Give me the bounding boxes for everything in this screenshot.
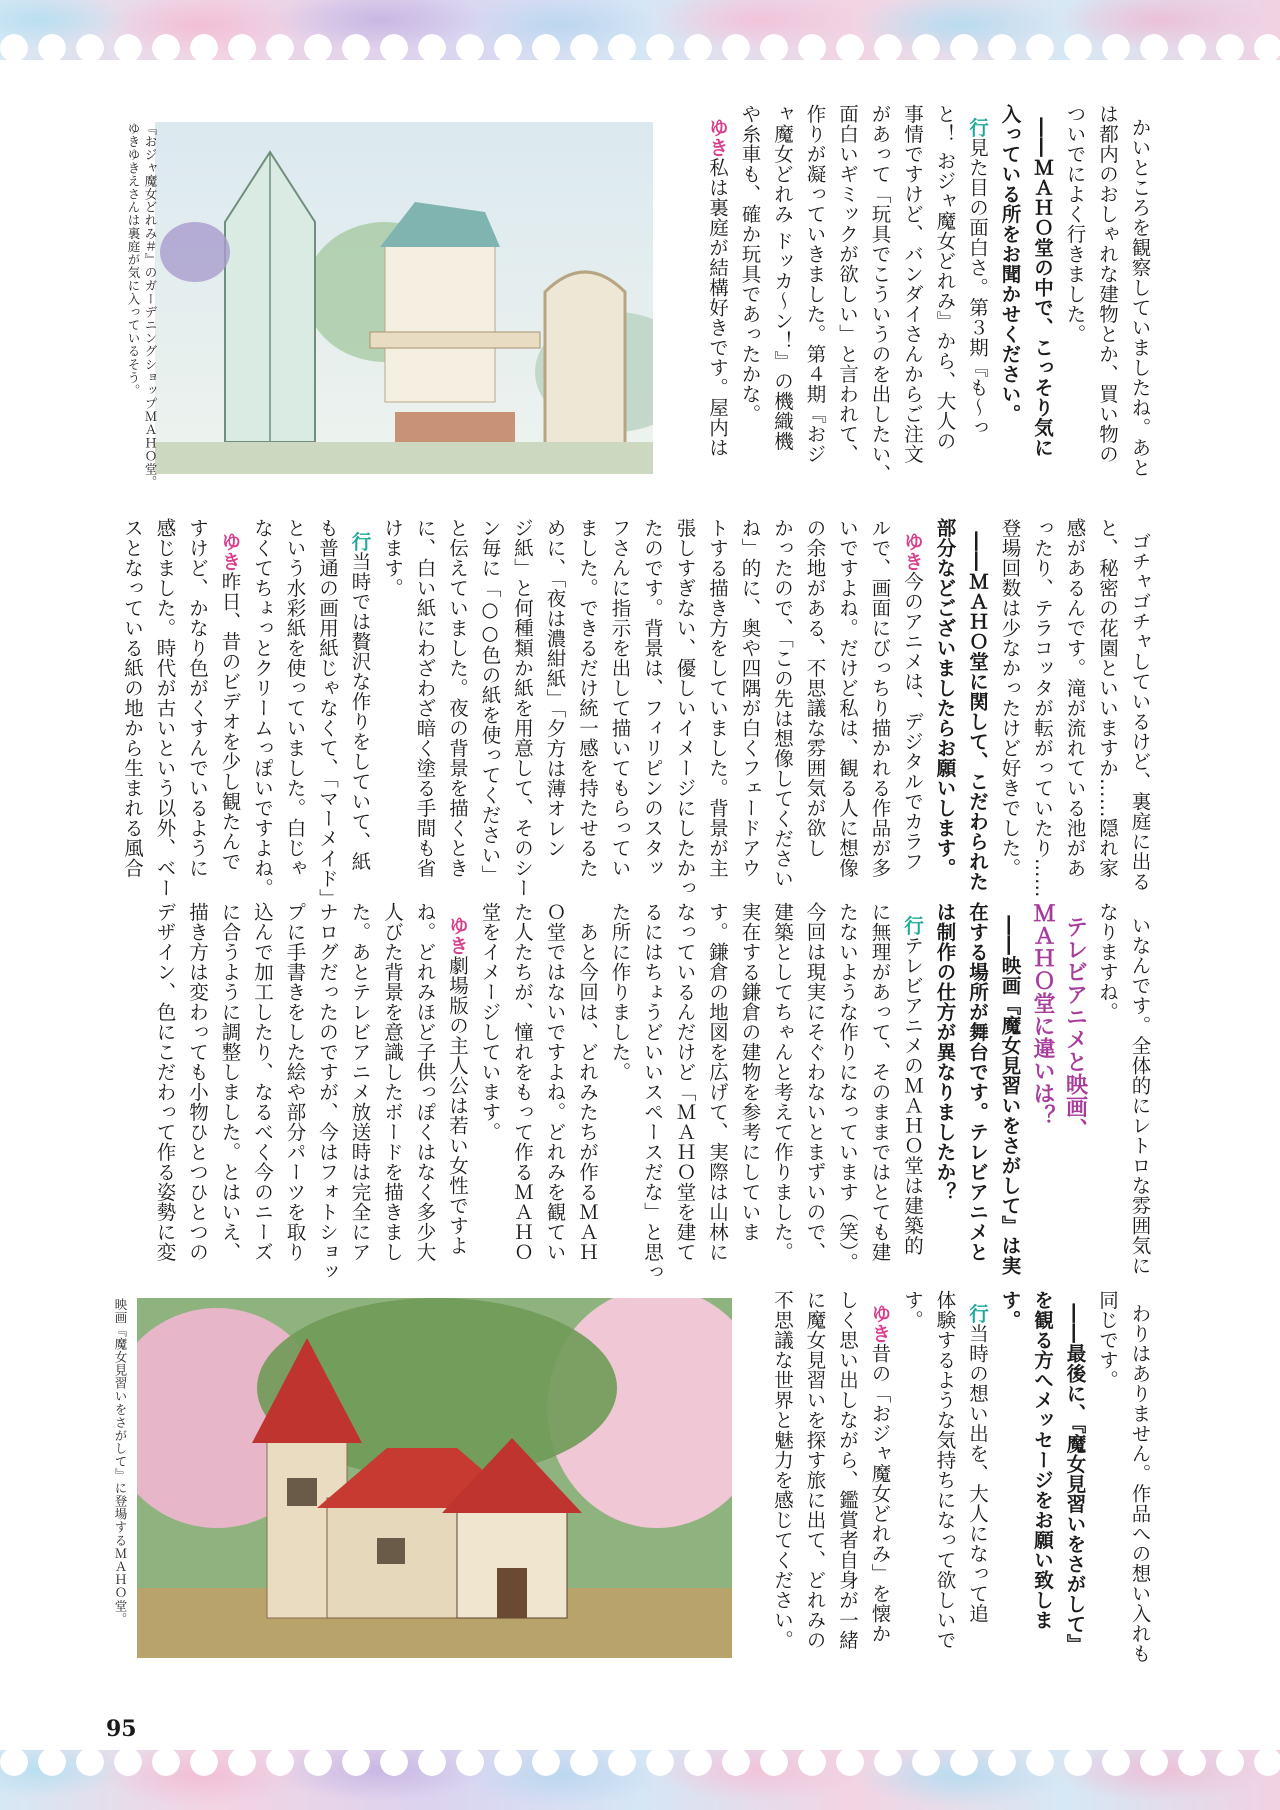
answer: 当時では贅沢な作りをしていて、紙 も普通の画用紙じゃなくて、「マーメイド」 という水彩紙を使っていました。白じゃ なくてちょっとクリームっぽいですよね。	[251, 518, 372, 909]
speaker-yuki: ゆき	[706, 117, 729, 158]
watercolor-bottom-border	[0, 1750, 1280, 1810]
answer: 当時の想い出を、大人になって追 体験するような気持ちになって欲しいで す。	[901, 1290, 989, 1650]
speaker-gyo: 行	[966, 1303, 989, 1324]
speaker-gyo: 行	[901, 915, 924, 936]
maho-movie-illustration	[137, 1298, 732, 1658]
answer: 私は裏庭が結構好きです。屋内は	[706, 157, 729, 458]
speaker-yuki: ゆき	[446, 915, 469, 956]
text-column-2	[116, 518, 1189, 909]
text-column-3	[148, 902, 1188, 1282]
answer: テレビアニメのＭＡＨＯ堂は建築的 に無理があって、そのままではとても建 たないような作りになっています（笑）。 今回は現実にそぐわないとまずいので、 建築としてちゃんと考えて作りました。 実在する鎌倉の建物を参考にしていま す。鎌倉の地図を広げて、実際は山林に なっているんだけど「ＭＡＨＯ堂を建て るにはちょうどいいスペースだな」と思っ た所に作りました。 あと今回は、どれみたちが作るＭＡＨ Ｏ堂ではないですよね。どれみを観てい た人たちが、憧れをもって作るＭＡＨＯ 堂をイメージしています。	[478, 902, 924, 1282]
answer: 劇場版の主人公は若い女性ですよ ね。どれみほど子供っぽくはなく多少大 人びた背景を意識したボードを描きまし た。あとテレビアニメ放送時は完全にア ナログだったのですが、今はフォトショッ プに手書きをした絵や部分パーツを取り 込んで加工したり、なるべく今のニーズ に合うように調整しました。とはいえ、 描き方は変わっても小物ひとつひとつの デザイン、色にこだわって作る姿勢に変	[153, 902, 469, 1282]
speaker-yuki: ゆき	[218, 531, 242, 572]
question-4: ――最後に、『魔女見習いをさがして』 を観る方へメッセージをお願い致しま す。	[998, 1290, 1087, 1654]
answer: 今のアニメは、デジタルでカラフ ルで、画面にびっちり描かれる作品が多 いですよね。だけど私は、観る人に想像 の余地がある、不思議な雰囲気が欲し かったので、「この先は想像してください ね」的に、奥や四隅が白くフェードアウ トする描き方をしていました。背景が主 張しすぎない、優しいイメージにしたかっ たのです。背景は、フィリピンのスタッ フさんに指示を出して描いてもらってい ました。できるだけ統一感を持たせるた めに、「夜は濃紺紙」「夕方は薄オレン ジ紙」と何種類か紙を用意して、そのシー ン毎に「○○色の紙を使ってください」 と伝えていました。夜の背景を描くとき に、白い紙にわざわざ暗く塗る手間も省 けます。	[381, 518, 924, 898]
paragraph: わりはありません。作品への想い入れも 同じです。	[1096, 1290, 1152, 1664]
answer: 見た目の面白さ。第３期『も～っ と！ おジャ魔女どれみ』から、大人の 事情ですけど、バンダイさんからご注文 があって「玩具でこういうのを出したい、 面白いギミックが欲しい」と言われて、 作りが凝っていきました。第４期『おジ ャ魔女どれみ ドッカ～ン！』の機織機 や糸車も、確か玩具であったかな。	[738, 104, 989, 484]
caption-shop: 『おジャ魔女どれみ＃』のガーデニングショップＭＡＨＯ堂。 ゆきゆきえさんは裏庭が気に入っているそう。	[126, 122, 158, 489]
page-number: 95	[106, 1716, 137, 1742]
paragraph: かいところを観察していましたね。あと は都内のおしゃれな建物とか、買い物の ついでによく行きました。	[1063, 104, 1152, 478]
text-column-1	[701, 104, 1189, 484]
question-1: ――ＭＡＨＯ堂の中で、こっそり気に 入っている所をお聞かせください。	[998, 104, 1054, 458]
paragraph: ゴチャゴチャしているけど、裏庭に出る と、秘密の花園といいますか……隠れ家 感があるんです。滝が流れている池があ ったり、テラコッタが転がっていたり…… 登場回数は少なかったけど好きでした。	[998, 518, 1152, 898]
text-column-4	[766, 1290, 1189, 1664]
speaker-gyo: 行	[348, 531, 372, 552]
speaker-yuki: ゆき	[901, 531, 924, 572]
speaker-gyo: 行	[966, 117, 989, 138]
speaker-yuki: ゆき	[868, 1303, 892, 1344]
maho-shop-illustration	[155, 122, 653, 474]
answer: 昔の「おジャ魔女どれみ」を懐か しく思い出しながら、鑑賞者自身が一緒 に魔女見習いを探す旅に出て、どれみの 不思議な世界と魅力を感じてください。	[771, 1290, 892, 1650]
question-2: ――ＭＡＨＯ堂に関して、こだわられた 部分などございましたらお願いします。	[933, 518, 989, 892]
section-heading: テレビアニメと映画、 ＭＡＨＯ堂に違いは？	[1030, 902, 1088, 1141]
paragraph: いなんです。全体的にレトロな雰囲気に なりますね。	[1096, 902, 1152, 1276]
watercolor-top-border	[0, 0, 1280, 60]
answer: 昨日、昔のビデオを少し観たんで すけど、かなり色がくすんでいるように 感じました。時代が古いという以外、ベー スとなっている紙の地から生まれる風合	[121, 518, 242, 898]
caption-movie: 映画『魔女見習いをさがして』に登場するＭＡＨＯ堂。	[113, 1298, 128, 1626]
question-3: ――映画『魔女見習いをさがして』は実 在する場所が舞台です。テレビアニメと は制作の仕方が異なりましたか？	[933, 902, 1022, 1276]
